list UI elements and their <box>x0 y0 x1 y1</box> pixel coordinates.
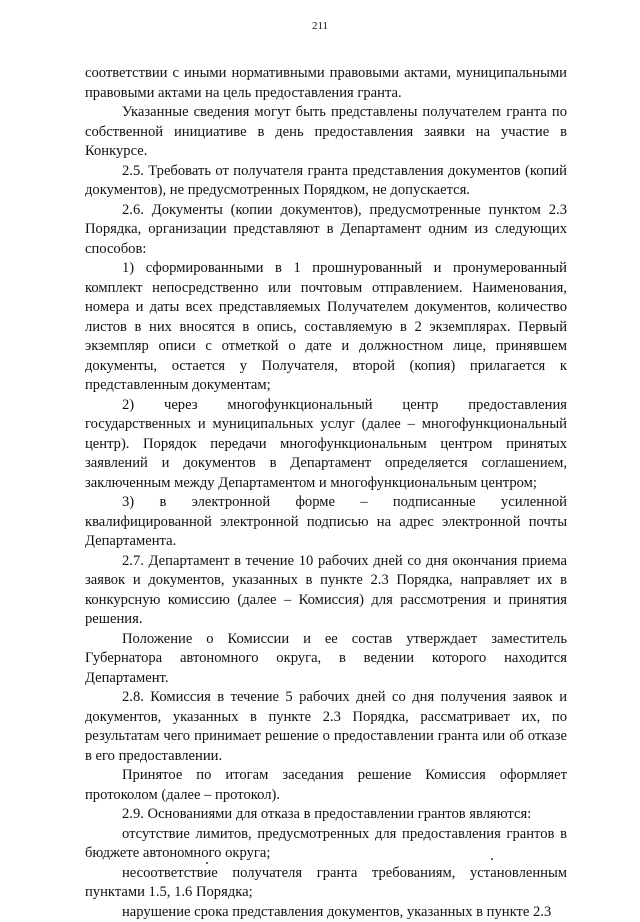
paragraph: Принятое по итогам заседания решение Комиссия оформляет протоколом (далее – протокол). <box>85 766 567 805</box>
scan-speck <box>491 858 493 860</box>
page-number: 211 <box>0 20 640 32</box>
paragraph: 2.5. Требовать от получателя гранта представления документов (копий документов), не предусмотренных Порядком, не допускается. <box>85 162 567 201</box>
paragraph: 2.7. Департамент в течение 10 рабочих дней со дня окончания приема заявок и документов, указанных в пункте 2.3 Порядка, направляет их в конкурсную комиссию (далее – Комиссия) для рассмотрения и принятия решения. <box>85 552 567 630</box>
paragraph: 3) в электронной форме – подписанные усиленной квалифицированной электронной подписью на адрес электронной почты Департамента. <box>85 493 567 552</box>
paragraph: 2) через многофункциональный центр предоставления государственных и муниципальных услуг (далее – многофункциональный центр). Порядок передачи многофункциональным центром принятых заявлений и документов в Департамент определяется соглашением, заключенным между Департаментом и многофункциональным центром; <box>85 396 567 494</box>
paragraph: несоответствие получателя гранта требованиям, установленным пунктами 1.5, 1.6 Порядка; <box>85 864 567 903</box>
document-body <box>85 64 567 922</box>
paragraph: 1) сформированными в 1 прошнурованный и пронумерованный комплект непосредственно или почтовым отправлением. Наименования, номера и даты всех представляемых Получателем документов, количество листов в них вносятся в опись, составляемую в 2 экземплярах. Первый экземпляр описи с отметкой о дате и должностном лице, принявшем документы, остается у Получателя, второй (копия) прилагается к представленным документам; <box>85 259 567 396</box>
paragraph: отсутствие лимитов, предусмотренных для предоставления грантов в бюджете автономного округа; <box>85 825 567 864</box>
paragraph: соответствии с иными нормативными правовыми актами, муниципальными правовыми актами на цель предоставления гранта. <box>85 64 567 103</box>
paragraph: 2.6. Документы (копии документов), предусмотренные пунктом 2.3 Порядка, организации представляют в Департамент одним из следующих способов: <box>85 201 567 260</box>
paragraph: Положение о Комиссии и ее состав утверждает заместитель Губернатора автономного округа, в ведении которого находится Департамент. <box>85 630 567 689</box>
paragraph: 2.8. Комиссия в течение 5 рабочих дней со дня получения заявок и документов, указанных в пункте 2.3 Порядка, рассматривает их, по результатам чего принимает решение о предоставлении гранта или об отказе в его предоставлении. <box>85 688 567 766</box>
scan-speck <box>206 862 208 864</box>
paragraph: 2.9. Основаниями для отказа в предоставлении грантов являются: <box>85 805 567 825</box>
paragraph: Указанные сведения могут быть представлены получателем гранта по собственной инициативе в день предоставления заявки на участие в Конкурсе. <box>85 103 567 162</box>
paragraph: нарушение срока представления документов, указанных в пункте 2.3 <box>85 903 567 922</box>
